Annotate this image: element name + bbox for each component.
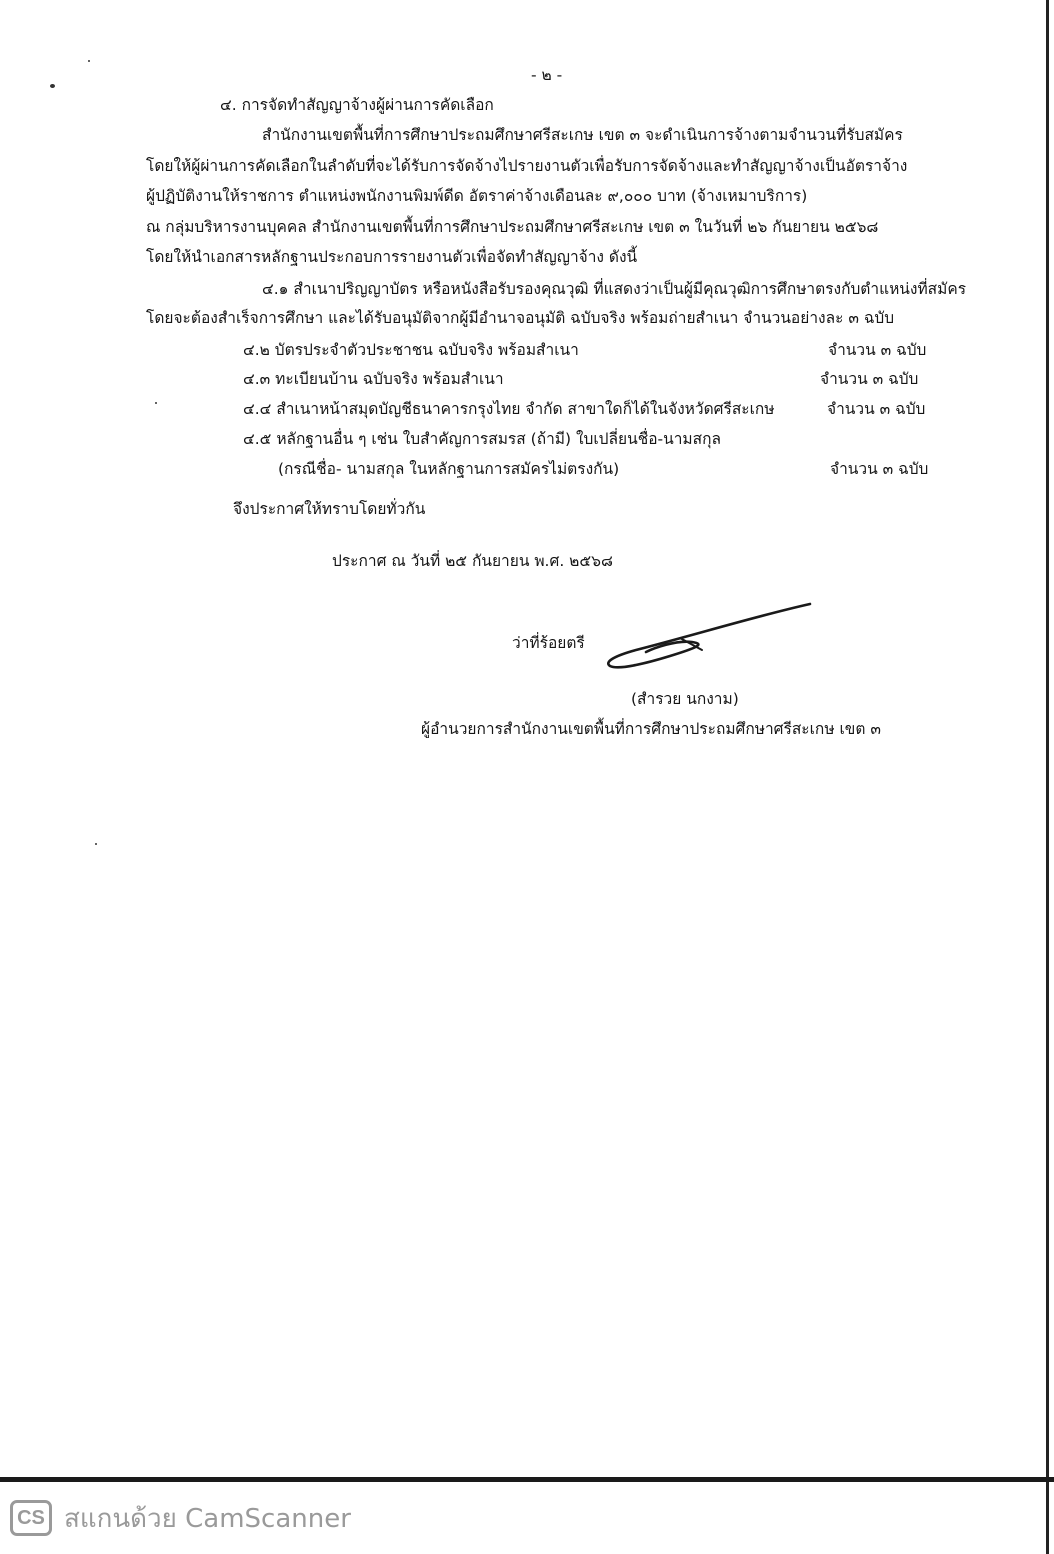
- item-4-2: ๔.๒ บัตรประจำตัวประชาชน ฉบับจริง พร้อมสำเนา: [243, 341, 579, 359]
- announce-date: ประกาศ ณ วันที่ ๒๕ กันยายน พ.ศ. ๒๕๖๘: [332, 552, 613, 570]
- section-heading: ๔. การจัดทำสัญญาจ้างผู้ผ่านการคัดเลือก: [220, 96, 494, 114]
- signer-name: (สำรวย นกงาม): [631, 690, 739, 708]
- page-number: - ๒ -: [531, 66, 563, 84]
- scan-speck: [88, 60, 90, 62]
- closing-statement: จึงประกาศให้ทราบโดยทั่วกัน: [233, 500, 426, 518]
- item-4-5-line2: (กรณีชื่อ- นามสกุล ในหลักฐานการสมัครไม่ตรงกัน): [278, 460, 620, 478]
- footer-rule: [0, 1477, 1054, 1482]
- signer-position: ผู้อำนวยการสำนักงานเขตพื้นที่การศึกษาประถมศึกษาศรีสะเกษ เขต ๓: [421, 720, 881, 738]
- item-4-3: ๔.๓ ทะเบียนบ้าน ฉบับจริง พร้อมสำเนา: [243, 370, 504, 388]
- item-4-5-line1: ๔.๕ หลักฐานอื่น ๆ เช่น ใบสำคัญการสมรส (ถ้ามี) ใบเปลี่ยนชื่อ-นามสกุล: [243, 430, 721, 448]
- camscanner-watermark: สแกนด้วย CamScanner: [64, 1504, 351, 1534]
- item-4-3-count: จำนวน ๓ ฉบับ: [820, 370, 919, 388]
- paragraph-line: สำนักงานเขตพื้นที่การศึกษาประถมศึกษาศรีสะเกษ เขต ๓ จะดำเนินการจ้างตามจำนวนที่รับสมัคร: [262, 126, 903, 144]
- item-4-1-line: โดยจะต้องสำเร็จการศึกษา และได้รับอนุมัติจากผู้มีอำนาจอนุมัติ ฉบับจริง พร้อมถ่ายสำเนา จำนวนอย่างละ ๓ ฉบับ: [146, 309, 895, 327]
- paragraph-line: ผู้ปฏิบัติงานให้ราชการ ตำแหน่งพนักงานพิมพ์ดีด อัตราค่าจ้างเดือนละ ๙,๐๐๐ บาท (จ้างเหมาบริการ): [146, 187, 808, 205]
- signer-rank: ว่าที่ร้อยตรี: [512, 634, 585, 652]
- paragraph-line: ณ กลุ่มบริหารงานบุคคล สำนักงานเขตพื้นที่การศึกษาประถมศึกษาศรีสะเกษ เขต ๓ ในวันที่ ๒๖ กันยายน ๒๕๖๘: [146, 218, 879, 236]
- item-4-4-count: จำนวน ๓ ฉบับ: [827, 400, 926, 418]
- item-4-1-line: ๔.๑ สำเนาปริญญาบัตร หรือหนังสือรับรองคุณวุฒิ ที่แสดงว่าเป็นผู้มีคุณวุฒิการศึกษาตรงกับตำแหน่งที่สมัคร: [262, 280, 967, 298]
- scan-edge: [1046, 0, 1049, 1554]
- scan-speck: [50, 84, 55, 88]
- camscanner-logo-icon: CS: [10, 1500, 52, 1536]
- paragraph-line: โดยให้นำเอกสารหลักฐานประกอบการรายงานตัวเพื่อจัดทำสัญญาจ้าง ดังนี้: [146, 248, 638, 266]
- handwritten-signature: [596, 598, 818, 670]
- paragraph-line: โดยให้ผู้ผ่านการคัดเลือกในลำดับที่จะได้รับการจัดจ้างไปรายงานตัวเพื่อรับการจัดจ้างและทำสัญญาจ้างเป็นอัตราจ้าง: [146, 157, 908, 175]
- item-4-5-count: จำนวน ๓ ฉบับ: [830, 460, 929, 478]
- scan-speck: [155, 402, 157, 404]
- scan-speck: [95, 843, 97, 845]
- item-4-2-count: จำนวน ๓ ฉบับ: [828, 341, 927, 359]
- item-4-4: ๔.๔ สำเนาหน้าสมุดบัญชีธนาคารกรุงไทย จำกัด สาขาใดก็ได้ในจังหวัดศรีสะเกษ: [243, 400, 775, 418]
